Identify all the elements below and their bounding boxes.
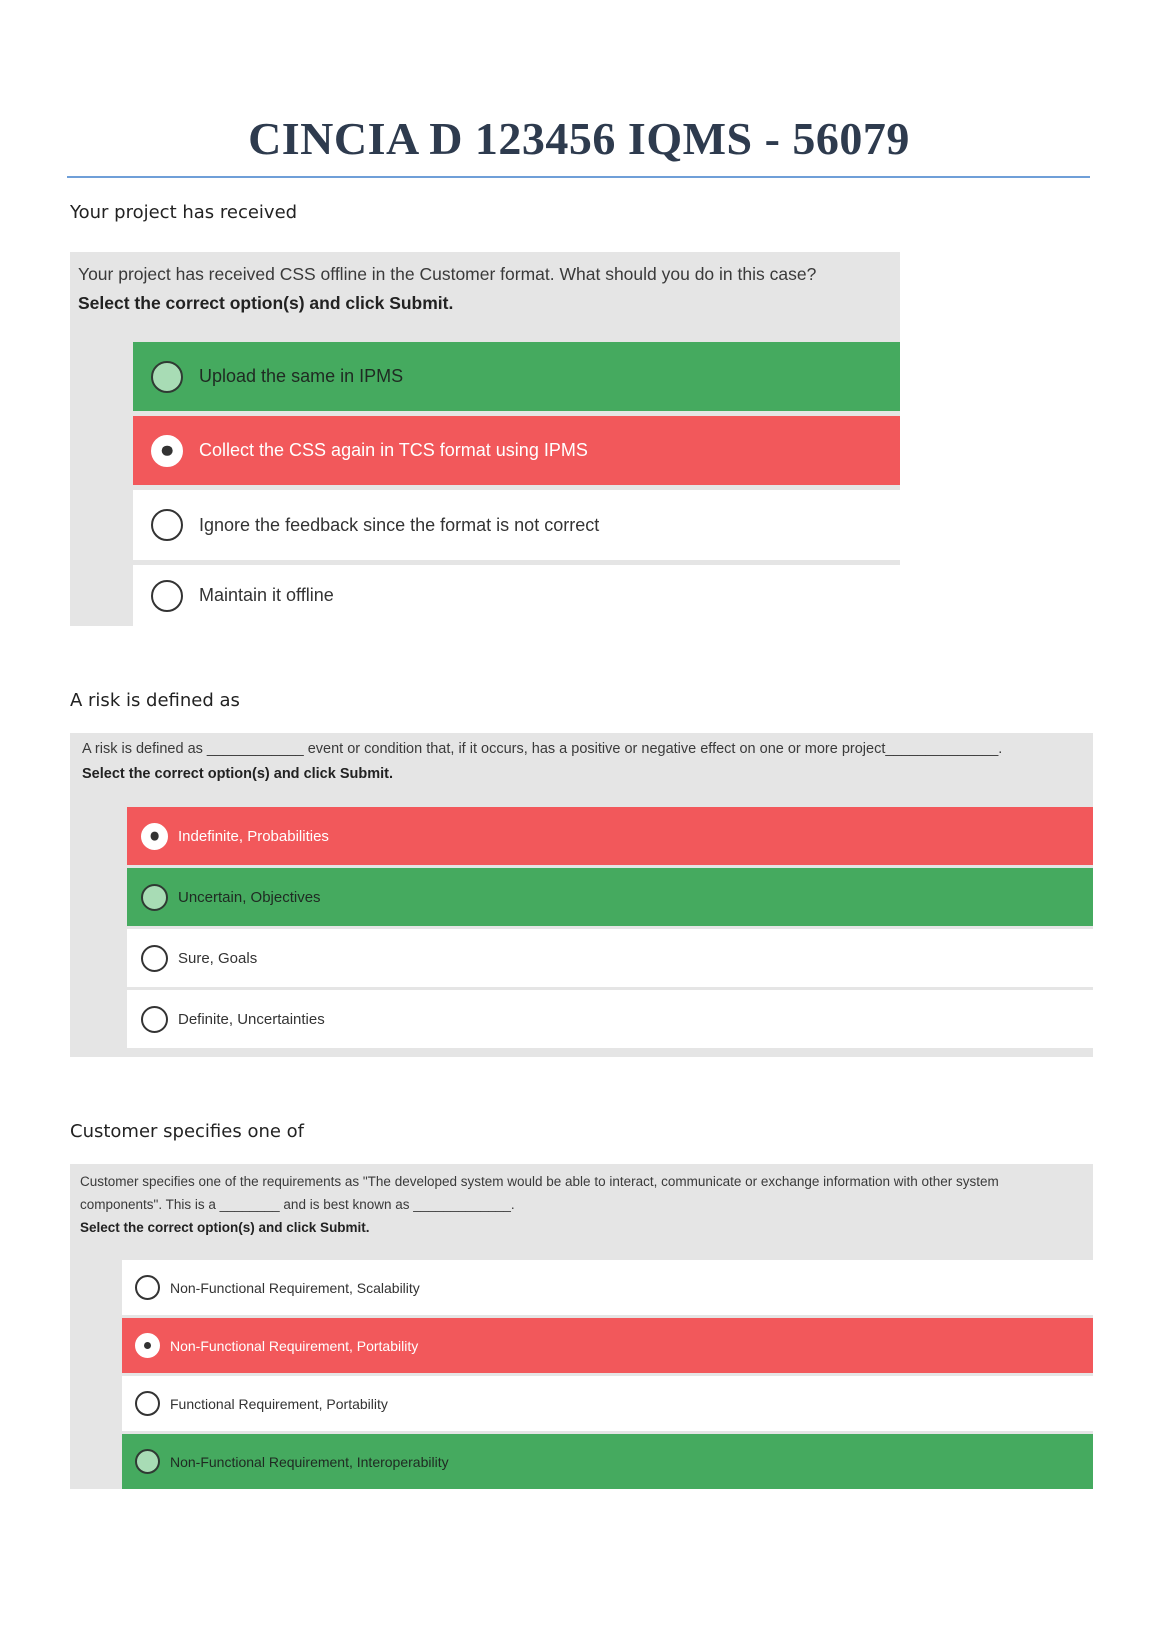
question-3-option-3[interactable] — [122, 1376, 1093, 1431]
radio-button-icon[interactable] — [135, 1275, 160, 1300]
question-2-option-4[interactable] — [127, 990, 1093, 1048]
question-1-heading: Your project has received — [70, 202, 298, 223]
radio-button-selected-icon[interactable] — [151, 435, 183, 467]
question-1-prompt: Your project has received CSS offline in the Customer format. What should you do in this case? — [78, 264, 817, 284]
question-2-heading: A risk is defined as — [70, 690, 240, 711]
question-3-header — [70, 1164, 1093, 1239]
question-3-instruction: Select the correct option(s) and click Submit. — [80, 1220, 370, 1235]
option-label: Non-Functional Requirement, Scalability — [170, 1279, 420, 1296]
question-3-option-1[interactable] — [122, 1260, 1093, 1315]
radio-button-icon[interactable] — [135, 1391, 160, 1416]
question-1-header — [70, 252, 900, 318]
option-label: Ignore the feedback since the format is not correct — [199, 514, 600, 535]
radio-button-icon[interactable] — [151, 580, 183, 612]
question-1-option-1[interactable] — [133, 342, 900, 411]
question-1-option-2[interactable] — [133, 416, 900, 485]
question-1-instruction: Select the correct option(s) and click Submit. — [78, 293, 454, 313]
question-3-prompt-line-1: Customer specifies one of the requirements as "The developed system would be able to interact, communicate or exchange information with other system — [80, 1174, 999, 1189]
question-2-option-1[interactable] — [127, 807, 1093, 865]
option-label: Sure, Goals — [178, 949, 258, 967]
question-1-option-3[interactable] — [133, 490, 900, 560]
question-3-heading: Customer specifies one of — [70, 1121, 305, 1142]
option-label: Upload the same in IPMS — [199, 366, 404, 386]
radio-button-selected-icon[interactable] — [135, 1333, 160, 1358]
option-label: Indefinite, Probabilities — [178, 827, 329, 845]
radio-button-icon[interactable] — [141, 884, 168, 911]
question-2-option-2[interactable] — [127, 868, 1093, 926]
radio-button-icon[interactable] — [135, 1449, 160, 1474]
option-label: Non-Functional Requirement, Interoperability — [170, 1453, 449, 1470]
radio-button-icon[interactable] — [151, 361, 183, 393]
radio-button-icon[interactable] — [151, 509, 183, 541]
option-label: Collect the CSS again in TCS format using IPMS — [199, 440, 588, 460]
question-3-option-2[interactable] — [122, 1318, 1093, 1373]
question-2-header — [70, 733, 1093, 787]
radio-button-icon[interactable] — [141, 1006, 168, 1033]
option-label: Functional Requirement, Portability — [170, 1395, 388, 1412]
question-3-option-4[interactable] — [122, 1434, 1093, 1489]
option-label: Definite, Uncertainties — [178, 1010, 325, 1028]
question-2-instruction: Select the correct option(s) and click Submit. — [82, 766, 394, 782]
document-title: CINCIA D 123456 IQMS - 56079 — [248, 113, 910, 164]
question-3-prompt-line-2: components". This is a ________ and is best known as _____________. — [80, 1197, 515, 1212]
title-divider — [67, 176, 1090, 178]
radio-button-icon[interactable] — [141, 945, 168, 972]
question-1-option-4[interactable] — [133, 565, 900, 626]
question-2-prompt: A risk is defined as ____________ event or condition that, if it occurs, has a positive or negative effect on one or more project______________. — [82, 741, 1003, 757]
option-label: Uncertain, Objectives — [178, 888, 321, 906]
radio-button-selected-icon[interactable] — [141, 823, 168, 850]
question-2-option-3[interactable] — [127, 929, 1093, 987]
option-label: Non-Functional Requirement, Portability — [170, 1337, 419, 1354]
option-label: Maintain it offline — [199, 585, 334, 605]
